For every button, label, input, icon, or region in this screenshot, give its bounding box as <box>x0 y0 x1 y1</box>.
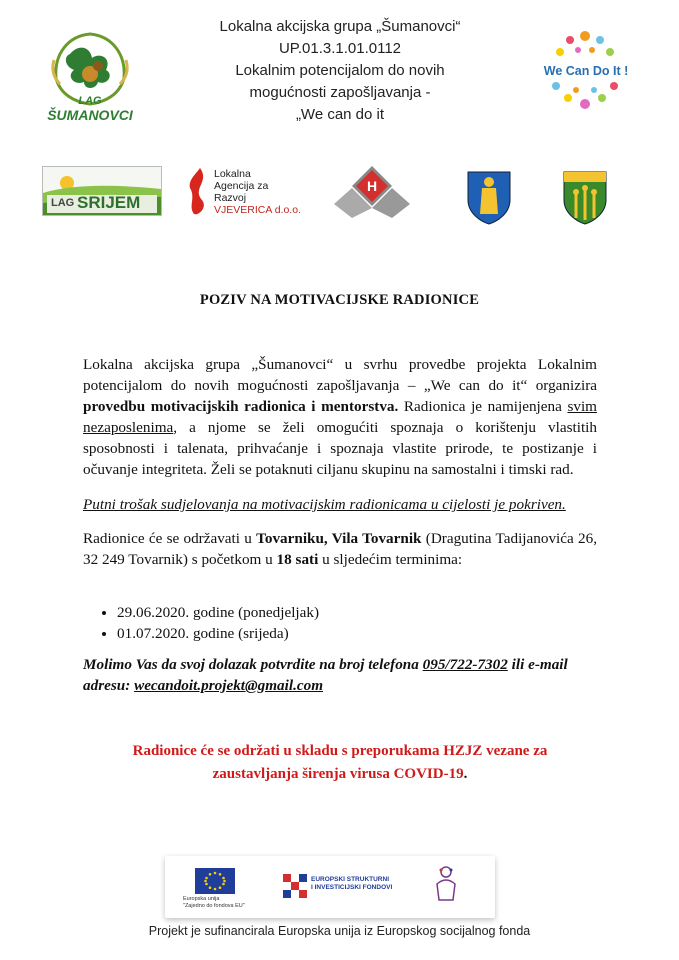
lara-logo <box>188 166 308 218</box>
confirm-paragraph <box>83 654 597 696</box>
lara-line-3: Razvoj <box>214 192 247 204</box>
intro-text-c: , a njome se želi omogućiti spoznaja o korištenju vlastitih sposobnosti i talenata, prihvaćanje i spoznaja vlastite prirode, te postizanje i očuvanje integriteta. Želi se potaknuti ciljanu skupinu na samostalni i timski rad. <box>83 419 597 478</box>
covid-period: . <box>463 766 468 782</box>
intro-paragraph <box>83 354 597 480</box>
lara-line-1: Lokalna <box>214 168 251 180</box>
lag-srijem-name-label: SRIJEM <box>77 193 141 212</box>
croatian-checker-icon <box>283 874 309 900</box>
shield-saint-icon <box>466 170 512 226</box>
eu-flag-icon <box>195 868 235 894</box>
shield-wheat-icon <box>562 170 608 226</box>
phone-number-link[interactable]: 095/722-7302 <box>422 656 508 673</box>
footer-funding-text: Projekt je sufinancirala Europska unija iz Europskog socijalnog fonda <box>148 924 531 938</box>
intro-text-bold: provedbu motivacijskih radionica i mentorstva. <box>83 398 399 415</box>
lag-sumanovci-label-name: ŠUMANOVCI <box>47 107 133 123</box>
location-place: Tovarniku, Vila Tovarnik <box>256 530 422 547</box>
coat-of-arms-wheat <box>562 170 608 226</box>
dates-list <box>83 602 597 644</box>
header-line-5: „We can do it <box>295 106 385 123</box>
footer-logo-band <box>165 856 495 918</box>
location-time: 18 sati <box>276 551 319 568</box>
confirm-text-b: ili e-mail adresu: <box>83 656 568 694</box>
covid-line-2: zaustavljanja širenja virusa COVID-19 <box>212 766 464 782</box>
flame-icon <box>188 168 212 216</box>
location-paragraph <box>83 528 597 570</box>
intro-text-underline: svim nezaposlenima <box>83 398 597 436</box>
header-line-1: Lokalna akcijska grupa „Šumanovci“ <box>219 18 461 35</box>
lara-line-4: VJEVERICA d.o.o. <box>214 204 301 216</box>
eu-label-line-1: Europska unija <box>183 896 220 902</box>
lag-srijem-logo <box>42 166 162 216</box>
we-can-do-it-label: We Can Do It ! <box>543 64 629 78</box>
intro-text-a: Lokalna akcijska grupa „Šumanovci“ u svrhu provedbe projekta Lokalnim potencijalom do novih mogućnosti zapošljavanja – „We can do it“ organizira <box>83 356 597 394</box>
lag-srijem-lag-label: LAG <box>51 197 75 209</box>
svg-text:H: H <box>366 178 378 194</box>
intro-text-b: Radionica je namijenjena <box>398 398 568 415</box>
header-block <box>190 16 490 126</box>
esif-label-line-1: EUROPSKI STRUKTURNI <box>311 876 390 883</box>
email-link[interactable]: wecandoit.projekt@gmail.com <box>134 677 324 694</box>
covid-line-1: Radionice će se održati u skladu s preporukama HZJZ vezane za <box>132 743 548 759</box>
lara-line-2: Agencija za <box>214 180 269 192</box>
location-text-b: (Dragutina Tadijanovića 26, 32 249 Tovarnik) s početkom u <box>83 530 597 568</box>
partner-figure-icon <box>431 864 461 904</box>
covid-notice <box>83 740 597 786</box>
confirm-text-a: Molimo Vas da svoj dolazak potvrdite na broj telefona <box>83 656 423 673</box>
hzz-logo <box>330 164 414 220</box>
header-line-4: mogućnosti zapošljavanja - <box>249 84 431 101</box>
date-item-1: • 29.06.2020. godine (ponedjeljak) <box>117 602 597 623</box>
cost-note: Putni trošak sudjelovanja na motivacijskim radionicama u cijelosti je pokriven. <box>83 496 566 513</box>
eu-label-line-2: "Zajedno do fondova EU" <box>183 903 245 909</box>
diamond-z-icon <box>330 164 414 220</box>
location-text-a: Radionice će se održavati u <box>83 530 257 547</box>
date-item-2: • 01.07.2020. godine (srijeda) <box>117 623 597 644</box>
esif-label-line-2: I INVESTICIJSKI FONDOVI <box>311 884 393 891</box>
header-line-2: UP.01.3.1.01.0112 <box>278 40 402 57</box>
header-line-3: Lokalnim potencijalom do novih <box>235 62 445 79</box>
document-title: POZIV NA MOTIVACIJSKE RADIONICE <box>199 292 480 308</box>
lag-sumanovci-label-top: LAG <box>78 95 102 107</box>
location-text-c: u sljedećim terminima: <box>318 551 463 568</box>
coat-of-arms-tovarnik <box>466 170 512 226</box>
